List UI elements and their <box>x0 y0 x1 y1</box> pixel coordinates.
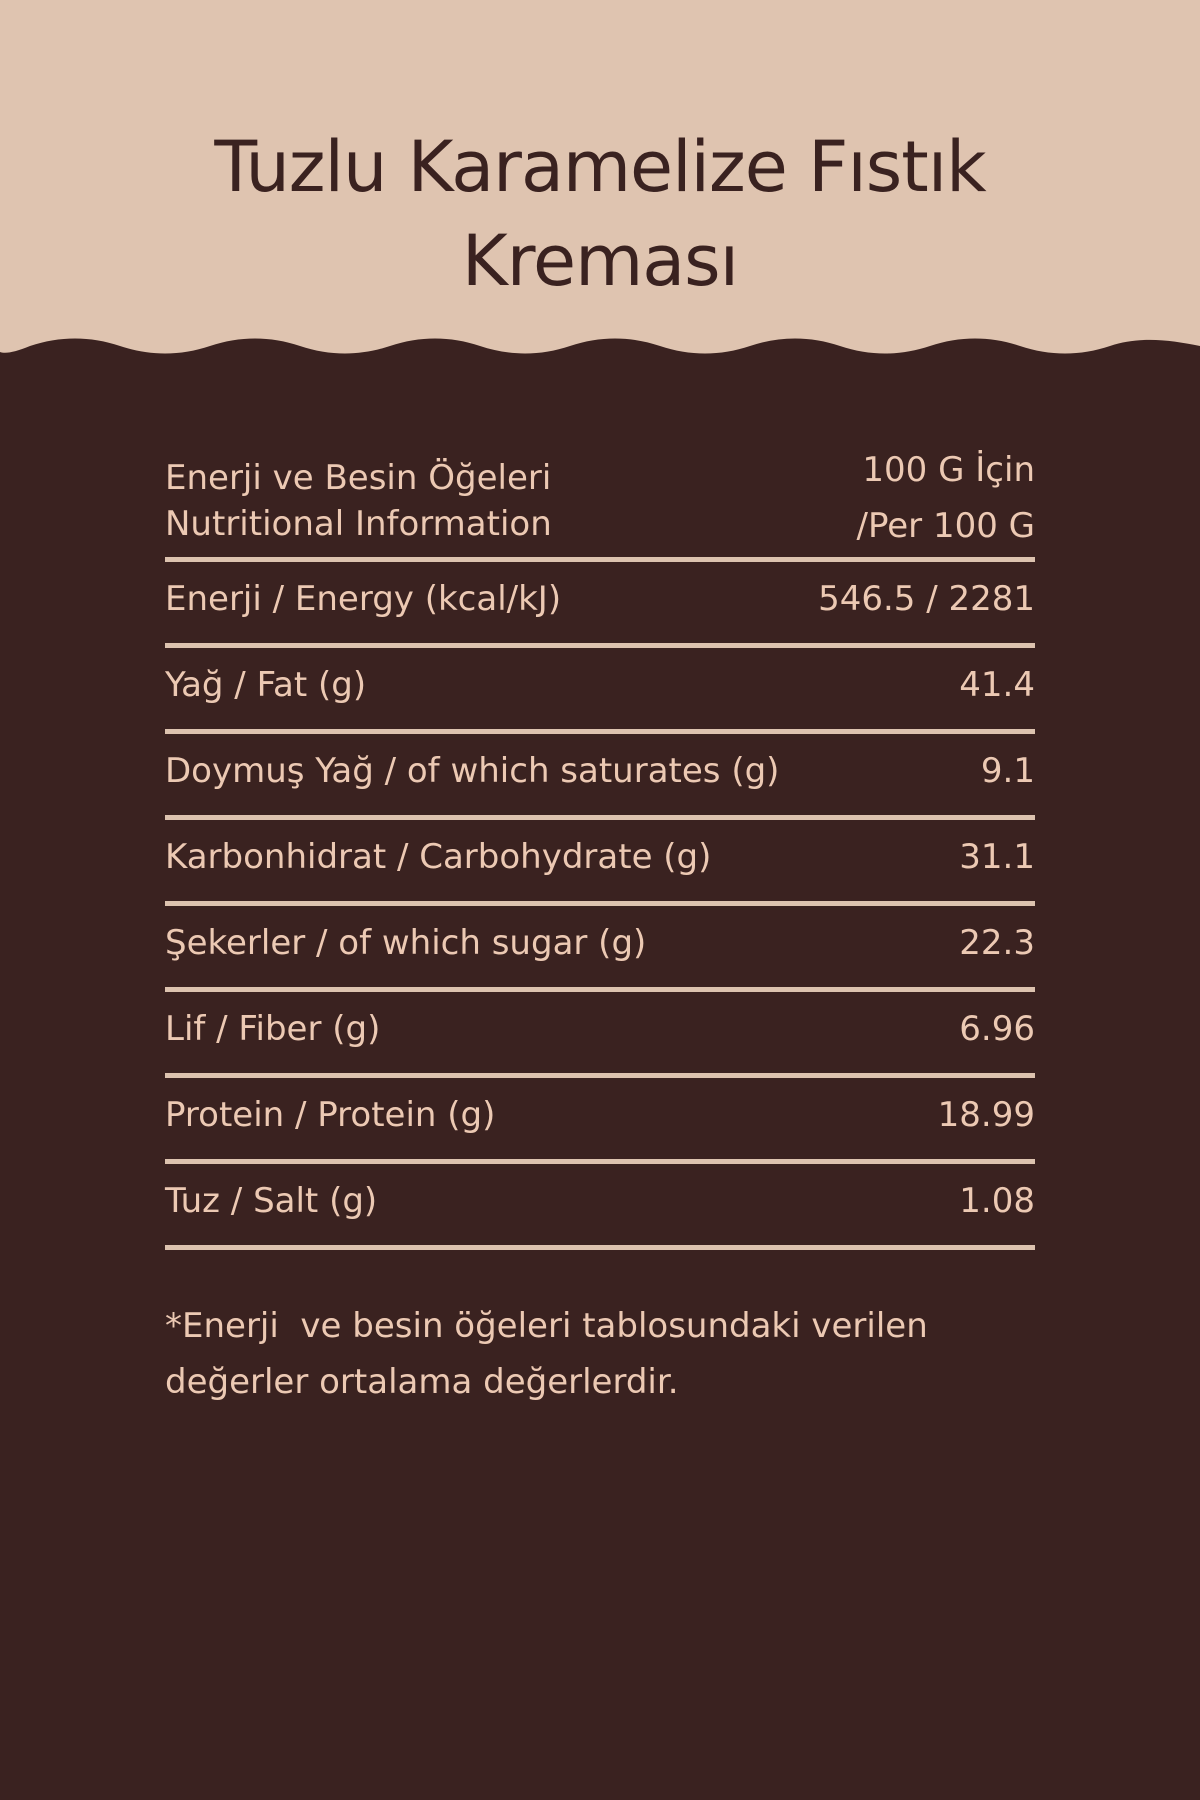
product-title-line-2: Kreması <box>461 220 739 302</box>
table-row-protein <box>165 1078 1035 1164</box>
table-row-energy <box>165 562 1035 648</box>
footnote-line-2: değerler ortalama değerlerdir. <box>165 1362 679 1402</box>
row-label: Lif / Fiber (g) <box>165 1008 381 1049</box>
row-value: 9.1 <box>980 750 1035 791</box>
header-per-tr: 100 G İçin <box>862 450 1035 490</box>
row-value: 22.3 <box>959 922 1035 963</box>
row-value: 546.5 / 2281 <box>818 578 1035 619</box>
header-label <box>165 455 552 547</box>
header-label-tr: Enerji ve Besin Öğeleri <box>165 458 552 498</box>
row-label: Karbonhidrat / Carbohydrate (g) <box>165 836 712 877</box>
row-value: 6.96 <box>959 1008 1035 1049</box>
row-label: Enerji / Energy (kcal/kJ) <box>165 578 562 619</box>
header-per-serving <box>857 442 1036 554</box>
row-label: Şekerler / of which sugar (g) <box>165 922 647 963</box>
product-title-line-1: Tuzlu Karamelize Fıstık <box>214 126 986 208</box>
row-label: Tuz / Salt (g) <box>165 1180 378 1221</box>
footnote <box>165 1298 1035 1410</box>
row-value: 18.99 <box>937 1094 1035 1135</box>
row-value: 31.1 <box>959 836 1035 877</box>
nutrition-table-header <box>165 440 1035 562</box>
row-label: Doymuş Yağ / of which saturates (g) <box>165 750 780 791</box>
table-row-fiber <box>165 992 1035 1078</box>
product-title <box>0 120 1200 308</box>
row-label: Yağ / Fat (g) <box>165 664 367 705</box>
table-row-fat <box>165 648 1035 734</box>
row-value: 41.4 <box>959 664 1035 705</box>
table-row-sugar <box>165 906 1035 992</box>
table-row-saturates <box>165 734 1035 820</box>
nutrition-table <box>165 440 1035 1250</box>
row-value: 1.08 <box>959 1180 1035 1221</box>
table-row-carbohydrate <box>165 820 1035 906</box>
row-label: Protein / Protein (g) <box>165 1094 496 1135</box>
header-label-en: Nutritional Information <box>165 504 552 544</box>
header-per-en: /Per 100 G <box>856 506 1035 546</box>
table-row-salt <box>165 1164 1035 1250</box>
footnote-line-1: *Enerji ve besin öğeleri tablosundaki verilen <box>165 1306 928 1346</box>
